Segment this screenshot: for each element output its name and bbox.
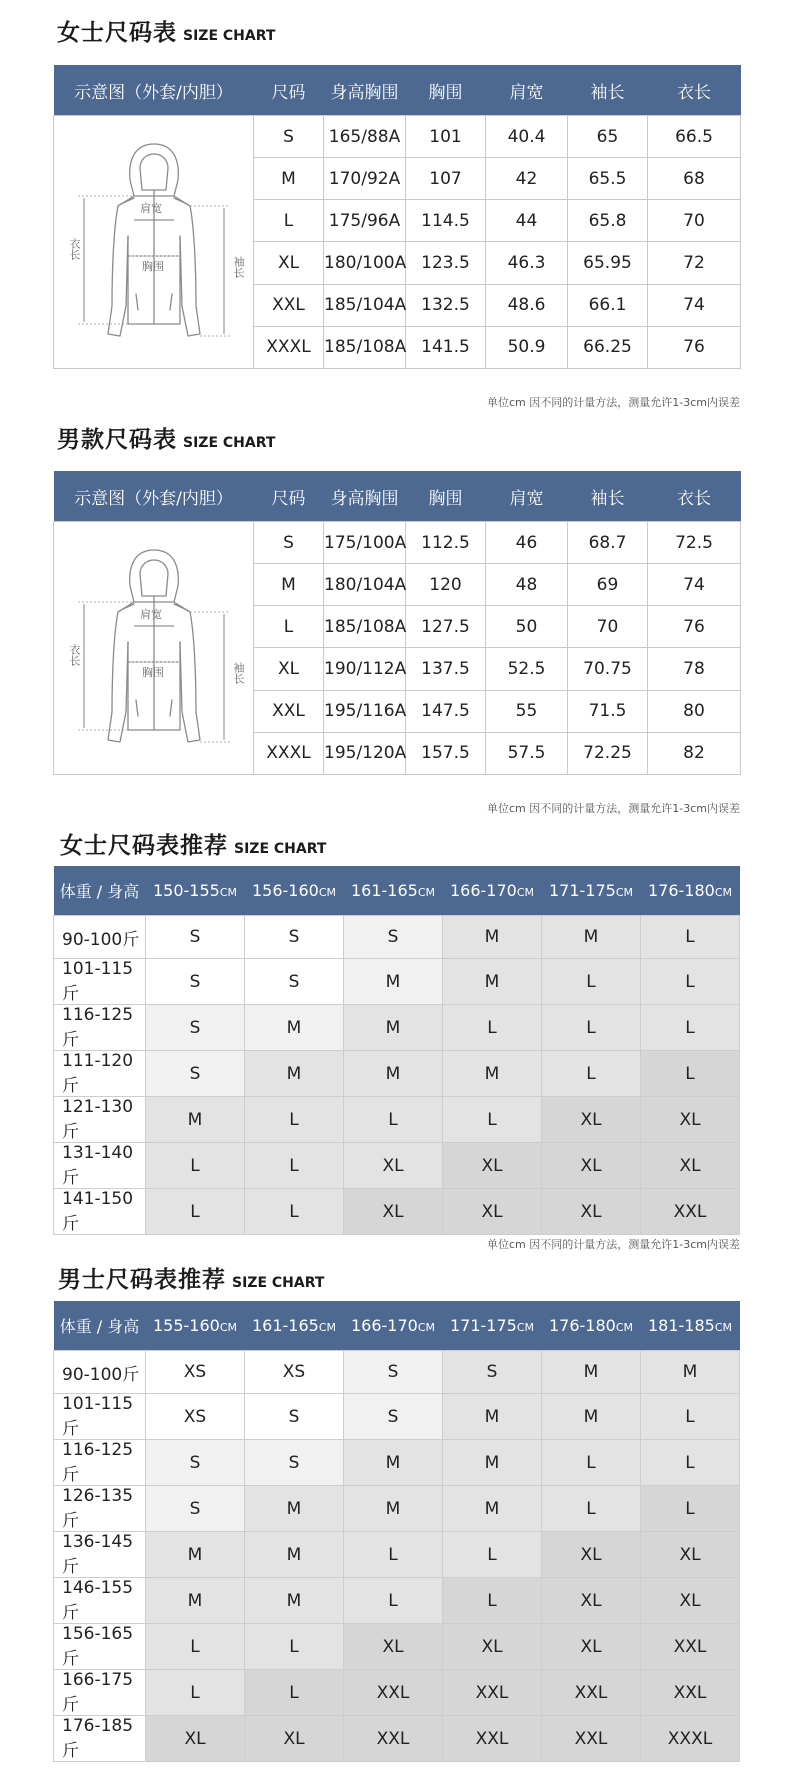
- table-cell: 52.5: [486, 648, 568, 690]
- table-row: [54, 522, 741, 564]
- table-cell: 48: [486, 564, 568, 606]
- men-rec-title-text: 男士尺码表推荐: [58, 1267, 226, 1293]
- table-cell: 141.5: [406, 326, 486, 368]
- table-cell: 55: [486, 690, 568, 732]
- rec-header-row: [54, 1301, 740, 1351]
- chart-header-cell: 肩宽: [486, 471, 568, 522]
- women-chart-note: 单位cm 因不同的计量方法，测量允许1-3cm内误差: [487, 396, 740, 409]
- women-rec-title: [60, 827, 326, 860]
- weight-range-cell: 166-175斤: [54, 1670, 146, 1716]
- size-cell: L: [344, 1097, 443, 1143]
- table-row: [54, 1394, 740, 1440]
- size-cell: S: [146, 1051, 245, 1097]
- size-cell: XS: [146, 1351, 245, 1394]
- table-cell: 48.6: [486, 284, 568, 326]
- table-cell: 44: [486, 200, 568, 242]
- weight-range-cell: 101-115斤: [54, 1394, 146, 1440]
- size-cell: L: [641, 916, 740, 959]
- weight-range-cell: 131-140斤: [54, 1143, 146, 1189]
- table-cell: 74: [648, 284, 741, 326]
- size-cell: L: [542, 1051, 641, 1097]
- height-range-header: 171-175CM: [443, 1301, 542, 1351]
- size-cell: S: [245, 1440, 344, 1486]
- table-cell: M: [254, 158, 324, 200]
- chart-header-cell: 身高胸围: [324, 471, 406, 522]
- table-cell: 112.5: [406, 522, 486, 564]
- size-cell: S: [146, 916, 245, 959]
- women-recommendation-table: [53, 866, 740, 1235]
- table-cell: XXL: [254, 284, 324, 326]
- table-cell: 80: [648, 690, 741, 732]
- table-row: [54, 959, 740, 1005]
- size-cell: M: [443, 1440, 542, 1486]
- size-cell: XL: [443, 1189, 542, 1235]
- height-range-header: 181-185CM: [641, 1301, 740, 1351]
- size-cell: M: [542, 1394, 641, 1440]
- table-cell: 50: [486, 606, 568, 648]
- size-cell: M: [146, 1578, 245, 1624]
- size-cell: S: [344, 1394, 443, 1440]
- table-cell: 165/88A: [324, 116, 406, 158]
- men-chart-title-en: SIZE CHART: [183, 435, 276, 451]
- table-cell: 46: [486, 522, 568, 564]
- size-cell: M: [641, 1351, 740, 1394]
- size-cell: M: [344, 1051, 443, 1097]
- rec-header-row: [54, 866, 740, 916]
- size-cell: XL: [641, 1143, 740, 1189]
- size-cell: L: [344, 1532, 443, 1578]
- chart-header-cell: 尺码: [254, 471, 324, 522]
- chart-header-cell: 衣长: [648, 65, 741, 116]
- table-cell: 68.7: [568, 522, 648, 564]
- table-cell: 65.95: [568, 242, 648, 284]
- table-row: [54, 1486, 740, 1532]
- size-cell: M: [443, 1486, 542, 1532]
- women-chart-title: [57, 14, 275, 47]
- size-cell: XXL: [641, 1189, 740, 1235]
- chart-header-cell: 肩宽: [486, 65, 568, 116]
- chart-header-cell: 衣长: [648, 471, 741, 522]
- weight-range-cell: 116-125斤: [54, 1005, 146, 1051]
- sleeve-label: 袖长: [232, 256, 245, 278]
- size-cell: M: [146, 1097, 245, 1143]
- size-cell: L: [146, 1670, 245, 1716]
- table-cell: 82: [648, 732, 741, 774]
- chart-header-cell: 示意图（外套/内胆）: [54, 471, 254, 522]
- table-cell: 69: [568, 564, 648, 606]
- weight-range-cell: 156-165斤: [54, 1624, 146, 1670]
- size-cell: S: [344, 916, 443, 959]
- men-rec-title-en: SIZE CHART: [232, 1275, 325, 1291]
- weight-range-cell: 90-100斤: [54, 916, 146, 959]
- length-label: 衣长: [68, 238, 81, 260]
- shoulder-label: 肩宽: [140, 202, 162, 215]
- size-cell: L: [641, 959, 740, 1005]
- men-chart-note: 单位cm 因不同的计量方法，测量允许1-3cm内误差: [487, 802, 740, 815]
- sleeve-label: 袖长: [232, 662, 245, 684]
- table-cell: 157.5: [406, 732, 486, 774]
- height-range-header: 171-175CM: [542, 866, 641, 916]
- size-cell: M: [542, 1351, 641, 1394]
- size-cell: L: [542, 1486, 641, 1532]
- size-cell: XL: [641, 1532, 740, 1578]
- size-cell: M: [344, 1005, 443, 1051]
- size-cell: M: [443, 959, 542, 1005]
- height-range-header: 150-155CM: [146, 866, 245, 916]
- weight-range-cell: 126-135斤: [54, 1486, 146, 1532]
- table-row: [54, 1532, 740, 1578]
- table-cell: 65: [568, 116, 648, 158]
- jacket-diagram-icon: [54, 522, 254, 774]
- height-range-header: 155-160CM: [146, 1301, 245, 1351]
- size-cell: M: [443, 1051, 542, 1097]
- table-cell: 132.5: [406, 284, 486, 326]
- table-row: [54, 1097, 740, 1143]
- size-cell: XXL: [443, 1716, 542, 1762]
- size-cell: M: [245, 1578, 344, 1624]
- table-cell: 76: [648, 606, 741, 648]
- size-cell: M: [443, 916, 542, 959]
- table-row: [54, 1670, 740, 1716]
- table-cell: M: [254, 564, 324, 606]
- size-cell: S: [344, 1351, 443, 1394]
- table-cell: S: [254, 522, 324, 564]
- table-cell: XXXL: [254, 732, 324, 774]
- table-cell: 137.5: [406, 648, 486, 690]
- size-cell: XXL: [443, 1670, 542, 1716]
- weight-range-cell: 121-130斤: [54, 1097, 146, 1143]
- weight-height-header: 体重 / 身高: [54, 866, 146, 916]
- size-cell: M: [344, 1440, 443, 1486]
- height-range-header: 176-180CM: [542, 1301, 641, 1351]
- size-cell: XL: [542, 1532, 641, 1578]
- table-cell: 78: [648, 648, 741, 690]
- height-range-header: 166-170CM: [344, 1301, 443, 1351]
- size-cell: L: [146, 1624, 245, 1670]
- table-cell: 76: [648, 326, 741, 368]
- size-cell: S: [443, 1351, 542, 1394]
- table-cell: 185/108A: [324, 326, 406, 368]
- chart-header-cell: 尺码: [254, 65, 324, 116]
- weight-range-cell: 116-125斤: [54, 1440, 146, 1486]
- size-cell: XL: [344, 1189, 443, 1235]
- size-cell: M: [245, 1051, 344, 1097]
- men-chart-title-text: 男款尺码表: [57, 427, 177, 453]
- size-cell: XL: [641, 1578, 740, 1624]
- table-cell: S: [254, 116, 324, 158]
- table-row: [54, 916, 740, 959]
- table-cell: XL: [254, 242, 324, 284]
- table-cell: 185/104A: [324, 284, 406, 326]
- table-cell: 65.5: [568, 158, 648, 200]
- table-cell: 71.5: [568, 690, 648, 732]
- table-cell: 175/100A: [324, 522, 406, 564]
- size-cell: L: [542, 1005, 641, 1051]
- chart-header-cell: 袖长: [568, 65, 648, 116]
- size-cell: XL: [641, 1097, 740, 1143]
- men-rec-title: [58, 1261, 324, 1294]
- jacket-diagram: [54, 116, 254, 369]
- chart-header-row: [54, 65, 741, 116]
- table-cell: 72: [648, 242, 741, 284]
- men-chart-title: [57, 421, 275, 454]
- chart-header-row: [54, 471, 741, 522]
- size-cell: XXL: [344, 1716, 443, 1762]
- table-cell: 72.5: [648, 522, 741, 564]
- table-cell: 40.4: [486, 116, 568, 158]
- table-cell: XXL: [254, 690, 324, 732]
- size-cell: S: [146, 959, 245, 1005]
- table-cell: 123.5: [406, 242, 486, 284]
- table-cell: 195/120A: [324, 732, 406, 774]
- table-row: [54, 1189, 740, 1235]
- size-cell: XXXL: [641, 1716, 740, 1762]
- size-cell: M: [245, 1532, 344, 1578]
- weight-range-cell: 176-185斤: [54, 1716, 146, 1762]
- size-cell: XL: [542, 1578, 641, 1624]
- size-cell: M: [146, 1532, 245, 1578]
- size-cell: L: [245, 1143, 344, 1189]
- size-cell: M: [542, 916, 641, 959]
- size-cell: XL: [344, 1143, 443, 1189]
- men-recommendation-table: [53, 1301, 740, 1762]
- men-size-chart-table: [53, 471, 741, 775]
- size-cell: L: [641, 1486, 740, 1532]
- size-cell: XL: [146, 1716, 245, 1762]
- size-cell: XS: [245, 1351, 344, 1394]
- women-rec-title-text: 女士尺码表推荐: [60, 833, 228, 859]
- size-cell: XL: [542, 1097, 641, 1143]
- women-rec-note: 单位cm 因不同的计量方法，测量允许1-3cm内误差: [487, 1238, 740, 1251]
- weight-range-cell: 146-155斤: [54, 1578, 146, 1624]
- size-cell: XL: [344, 1624, 443, 1670]
- table-cell: 70: [648, 200, 741, 242]
- weight-range-cell: 141-150斤: [54, 1189, 146, 1235]
- size-cell: XXL: [542, 1670, 641, 1716]
- size-cell: L: [146, 1189, 245, 1235]
- table-cell: L: [254, 200, 324, 242]
- size-cell: XL: [542, 1143, 641, 1189]
- size-cell: M: [344, 1486, 443, 1532]
- size-cell: L: [245, 1097, 344, 1143]
- table-cell: XL: [254, 648, 324, 690]
- weight-range-cell: 90-100斤: [54, 1351, 146, 1394]
- size-cell: XL: [245, 1716, 344, 1762]
- table-cell: 50.9: [486, 326, 568, 368]
- chart-header-cell: 袖长: [568, 471, 648, 522]
- table-cell: 101: [406, 116, 486, 158]
- size-cell: L: [641, 1440, 740, 1486]
- weight-height-header: 体重 / 身高: [54, 1301, 146, 1351]
- size-cell: XL: [443, 1624, 542, 1670]
- table-row: [54, 1005, 740, 1051]
- size-cell: L: [641, 1394, 740, 1440]
- height-range-header: 156-160CM: [245, 866, 344, 916]
- jacket-diagram: [54, 522, 254, 775]
- size-cell: L: [443, 1097, 542, 1143]
- size-cell: S: [245, 916, 344, 959]
- size-cell: S: [146, 1486, 245, 1532]
- jacket-diagram-icon: [54, 116, 254, 368]
- chest-label: 胸围: [142, 260, 164, 273]
- table-cell: 107: [406, 158, 486, 200]
- table-cell: L: [254, 606, 324, 648]
- table-cell: 147.5: [406, 690, 486, 732]
- table-row: [54, 1716, 740, 1762]
- size-cell: XL: [542, 1624, 641, 1670]
- size-cell: L: [542, 959, 641, 1005]
- table-cell: 190/112A: [324, 648, 406, 690]
- size-cell: L: [443, 1005, 542, 1051]
- length-label: 衣长: [68, 644, 81, 666]
- size-cell: S: [245, 959, 344, 1005]
- table-cell: 180/100A: [324, 242, 406, 284]
- table-row: [54, 1143, 740, 1189]
- table-cell: 66.5: [648, 116, 741, 158]
- size-cell: S: [146, 1005, 245, 1051]
- size-cell: XXL: [641, 1624, 740, 1670]
- table-cell: 170/92A: [324, 158, 406, 200]
- size-cell: L: [146, 1143, 245, 1189]
- weight-range-cell: 136-145斤: [54, 1532, 146, 1578]
- table-cell: 68: [648, 158, 741, 200]
- table-cell: 127.5: [406, 606, 486, 648]
- size-cell: L: [245, 1189, 344, 1235]
- table-row: [54, 1578, 740, 1624]
- table-cell: 42: [486, 158, 568, 200]
- table-cell: 185/108A: [324, 606, 406, 648]
- size-cell: XXL: [542, 1716, 641, 1762]
- height-range-header: 176-180CM: [641, 866, 740, 916]
- size-cell: L: [245, 1624, 344, 1670]
- height-range-header: 161-165CM: [344, 866, 443, 916]
- women-chart-title-en: SIZE CHART: [183, 28, 276, 44]
- chart-header-cell: 胸围: [406, 65, 486, 116]
- weight-range-cell: 101-115斤: [54, 959, 146, 1005]
- chart-header-cell: 身高胸围: [324, 65, 406, 116]
- table-row: [54, 1440, 740, 1486]
- size-cell: XL: [542, 1189, 641, 1235]
- size-cell: L: [641, 1005, 740, 1051]
- size-cell: L: [443, 1532, 542, 1578]
- height-range-header: 166-170CM: [443, 866, 542, 916]
- size-cell: XS: [146, 1394, 245, 1440]
- table-cell: 66.1: [568, 284, 648, 326]
- table-cell: 120: [406, 564, 486, 606]
- height-range-header: 161-165CM: [245, 1301, 344, 1351]
- size-cell: M: [245, 1005, 344, 1051]
- table-cell: 72.25: [568, 732, 648, 774]
- size-cell: S: [146, 1440, 245, 1486]
- table-cell: 70.75: [568, 648, 648, 690]
- size-cell: XL: [443, 1143, 542, 1189]
- women-chart-title-text: 女士尺码表: [57, 20, 177, 46]
- table-cell: 175/96A: [324, 200, 406, 242]
- table-cell: 114.5: [406, 200, 486, 242]
- size-cell: XXL: [344, 1670, 443, 1716]
- size-cell: L: [443, 1578, 542, 1624]
- table-row: [54, 1351, 740, 1394]
- size-cell: L: [245, 1670, 344, 1716]
- table-row: [54, 116, 741, 158]
- chest-label: 胸围: [142, 666, 164, 679]
- chart-header-cell: 胸围: [406, 471, 486, 522]
- size-cell: M: [344, 959, 443, 1005]
- chart-header-cell: 示意图（外套/内胆）: [54, 65, 254, 116]
- table-cell: 57.5: [486, 732, 568, 774]
- table-cell: 65.8: [568, 200, 648, 242]
- size-cell: L: [641, 1051, 740, 1097]
- size-cell: L: [344, 1578, 443, 1624]
- size-cell: S: [245, 1394, 344, 1440]
- table-row: [54, 1624, 740, 1670]
- table-cell: XXXL: [254, 326, 324, 368]
- table-cell: 180/104A: [324, 564, 406, 606]
- table-cell: 66.25: [568, 326, 648, 368]
- size-cell: L: [542, 1440, 641, 1486]
- size-cell: M: [443, 1394, 542, 1440]
- shoulder-label: 肩宽: [140, 608, 162, 621]
- women-rec-title-en: SIZE CHART: [234, 841, 327, 857]
- table-row: [54, 1051, 740, 1097]
- table-cell: 195/116A: [324, 690, 406, 732]
- size-cell: M: [245, 1486, 344, 1532]
- table-cell: 70: [568, 606, 648, 648]
- size-cell: XXL: [641, 1670, 740, 1716]
- table-cell: 74: [648, 564, 741, 606]
- weight-range-cell: 111-120斤: [54, 1051, 146, 1097]
- table-cell: 46.3: [486, 242, 568, 284]
- women-size-chart-table: [53, 65, 741, 369]
